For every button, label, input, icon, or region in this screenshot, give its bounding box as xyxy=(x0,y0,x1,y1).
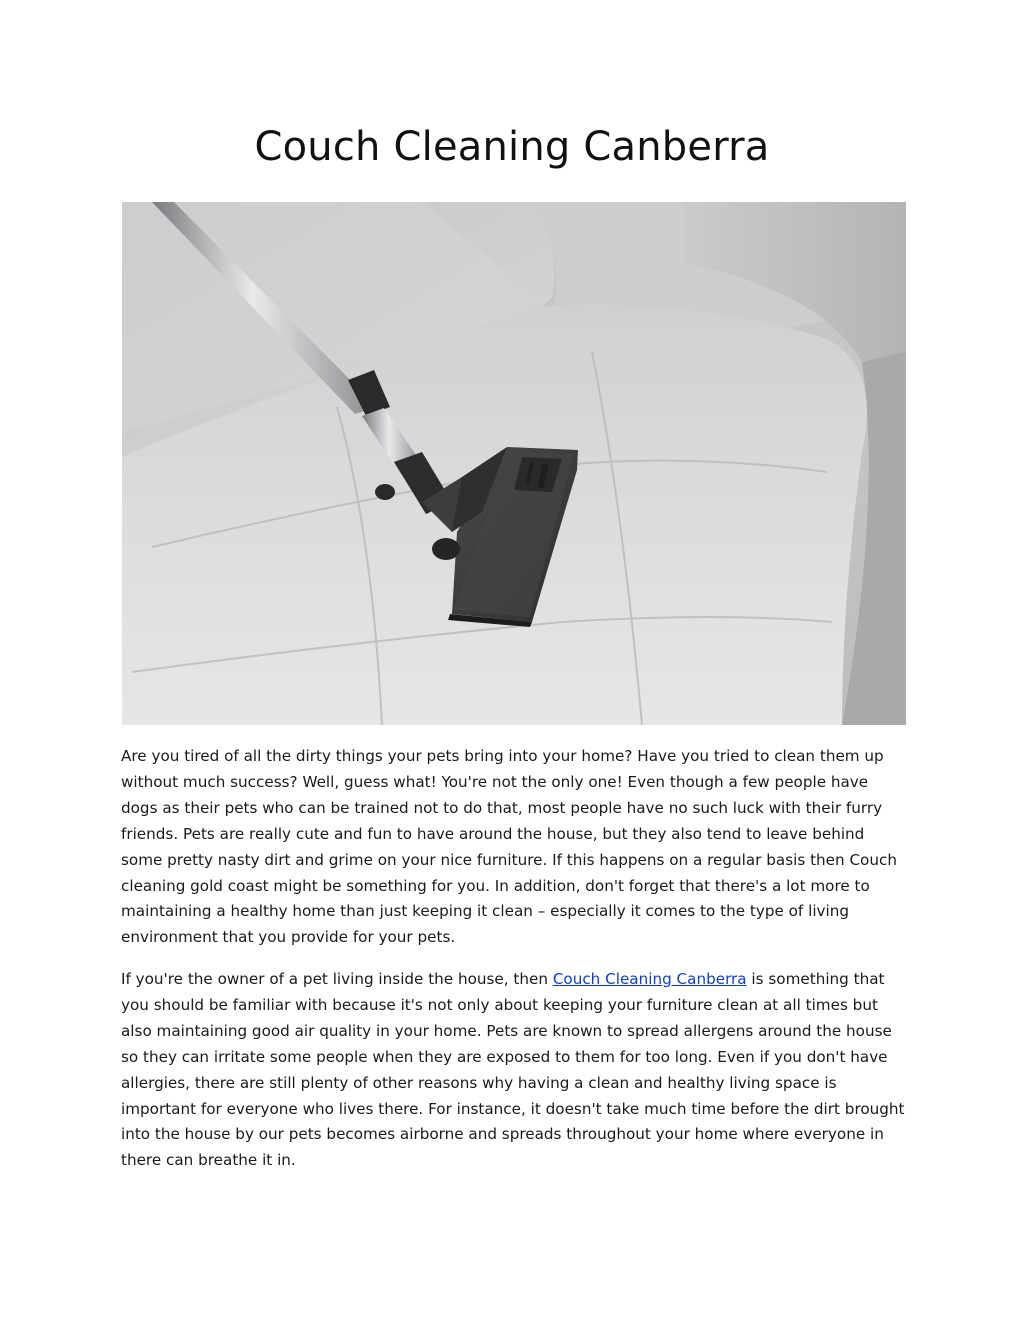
paragraph-text-after-link: is something that you should be familiar with because it's not only about keeping your furniture clean at all times but also maintaining good air quality in your home. Pets are known to spread allergens around the house so they can irritate some people when they are exposed to them for too long. Even if you don't have allergies, there are still plenty of other reasons why having a clean and healthy living space is important for everyone who lives there. For instance, it doesn't take much time before the dirt brought into the house by our pets becomes airborne and spreads throughout your home where everyone in there can breathe it in. xyxy=(121,970,905,1170)
couch-cleaning-canberra-link[interactable]: Couch Cleaning Canberra xyxy=(552,970,747,988)
page-title: Couch Cleaning Canberra xyxy=(254,124,770,170)
couch-vacuum-illustration xyxy=(122,202,906,725)
paragraph-text-before-link: If you're the owner of a pet living inside the house, then xyxy=(121,970,553,988)
intro-paragraph: Are you tired of all the dirty things your pets bring into your home? Have you tried to clean them up without much success? Well, guess what! You're not the only one! Even though a few people have dogs as their pets who can be trained not to do that, most people have no such luck with their furry friends. Pets are really cute and fun to have around the house, but they also tend to leave behind some pretty nasty dirt and grime on your nice furniture. If this happens on a regular basis then Couch cleaning gold coast might be something for you. In addition, don't forget that there's a lot more to maintaining a healthy home than just keeping it clean – especially it comes to the type of living environment that you provide for your pets. xyxy=(121,747,897,947)
second-paragraph xyxy=(121,967,907,1174)
hero-image xyxy=(122,202,906,725)
